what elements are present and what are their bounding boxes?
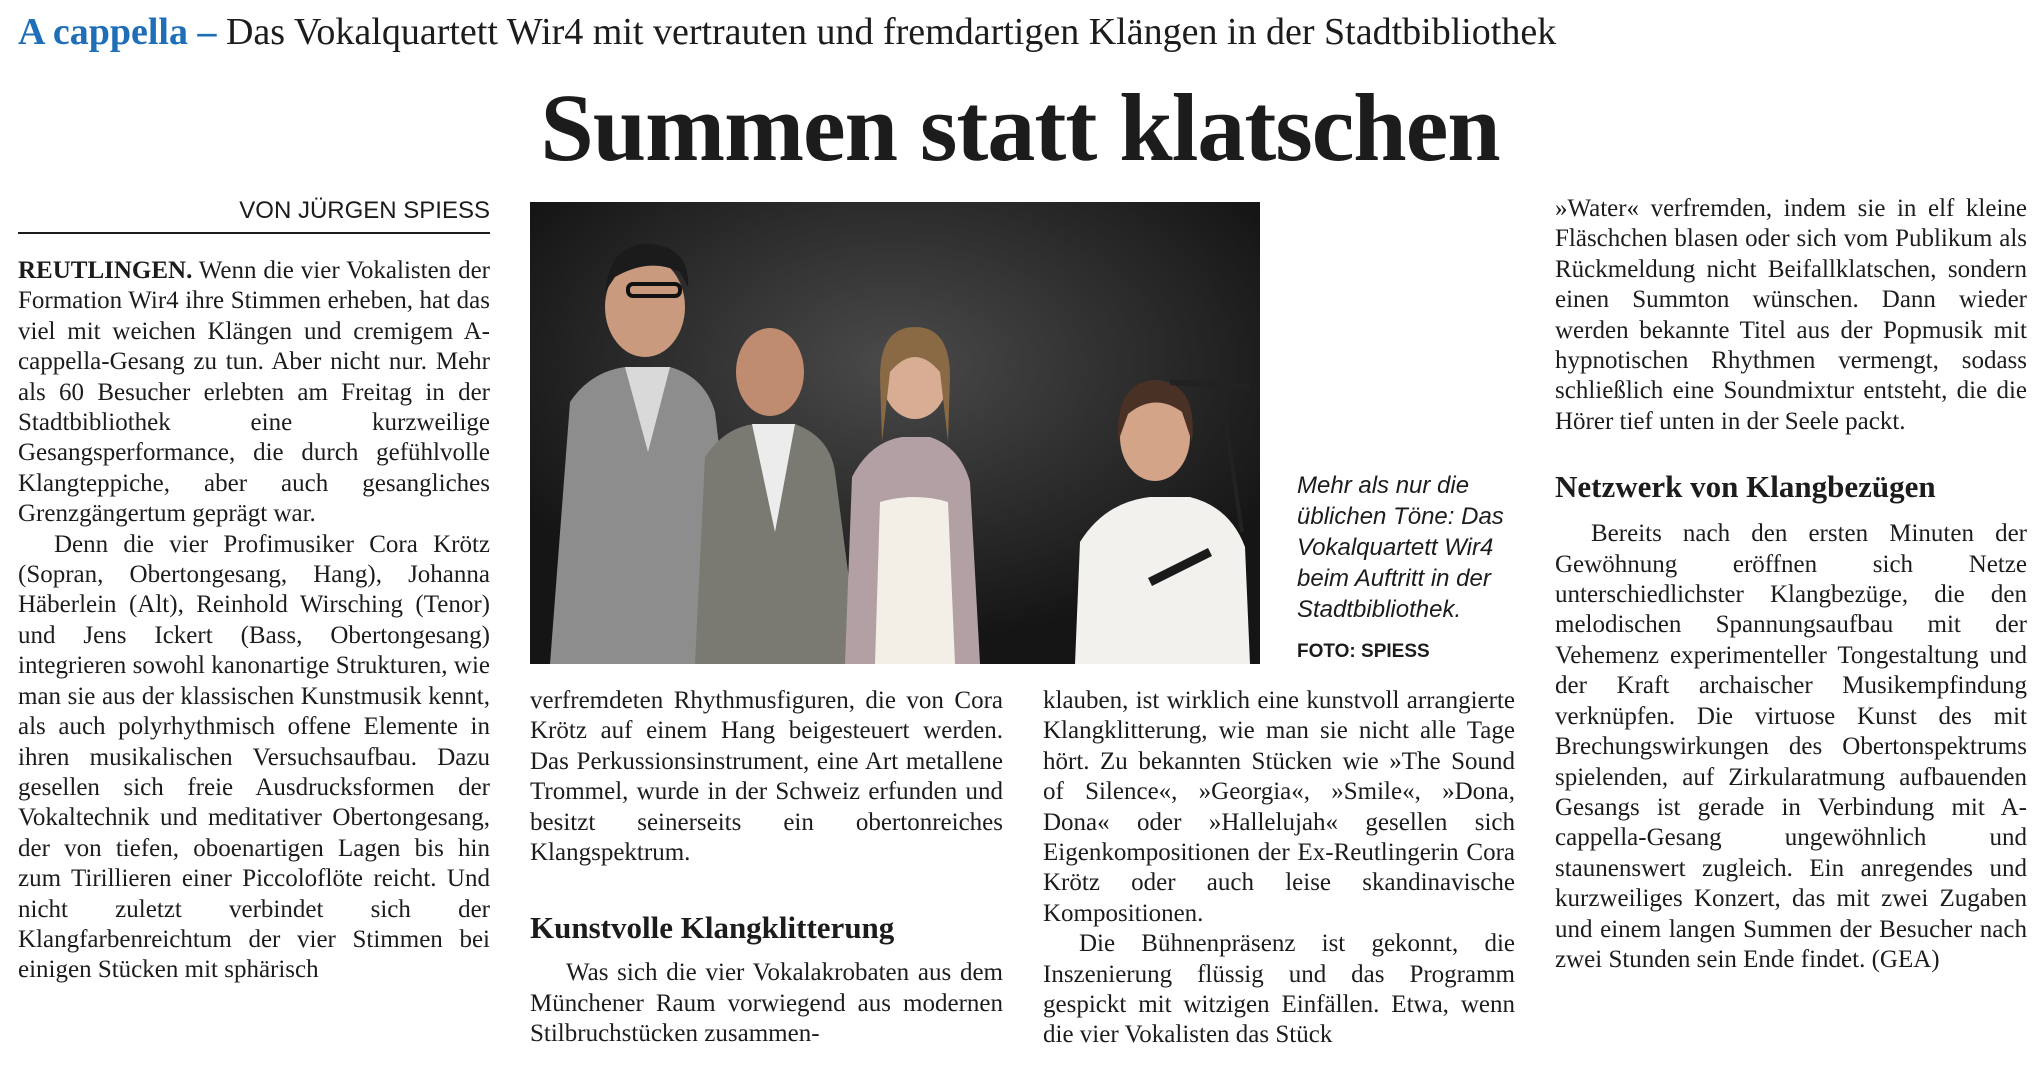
- photo-caption: Mehr als nur die üblichen Töne: Das Vokalquartett Wir4 beim Auftritt in der Stadtbibliothek.: [1297, 472, 1504, 623]
- byline: VON JÜRGEN SPIESS: [18, 194, 490, 234]
- photo-credit: FOTO: SPIESS: [1297, 641, 1430, 662]
- subheading-kunstvolle-klangklitterung: Kunstvolle Klangklitterung: [530, 910, 895, 946]
- paragraph-4: Die Bühnenpräsenz ist gekonnt, die Inszenierung flüssig und das Programm gespickt mit witzigen Einfällen. Etwa, wenn die vier Vokalisten das Stück: [1043, 930, 1515, 1049]
- kicker-line: [18, 8, 2028, 56]
- paragraph-2-continued: verfremdeten Rhythmusfiguren, die von Cora Krötz auf einem Hang beigesteuert werden. Das Perkussionsinstrument, eine Art metallene Trommel, wurde in der Schweiz erfunden und besitzt seinerseits ein obertonreiches Klangspektrum.: [530, 687, 1003, 867]
- paragraph-3: Was sich die vier Vokalakrobaten aus dem Münchener Raum vorwiegend aus modernen Stilbruchstücken zusammen-: [530, 959, 1003, 1048]
- paragraph-1: [18, 256, 490, 530]
- kicker-keyword: A cappella –: [18, 11, 217, 53]
- concert-photo: [530, 202, 1260, 664]
- article-column-4: [1555, 194, 2027, 975]
- subheading-netzwerk-von-klangbezuegen: Netzwerk von Klangbezügen: [1555, 469, 1936, 505]
- kicker-text: Das Vokalquartett Wir4 mit vertrauten und fremdartigen Klängen in der Stadtbibliothek: [216, 11, 1557, 53]
- article-column-2: [530, 686, 1003, 1050]
- paragraph-4-continued: »Water« verfremden, indem sie in elf kleine Fläschchen blasen oder sich vom Publikum als Rückmeldung nicht Beifallklatschen, sondern einen Summton wünschen. Dann wieder werden bekannte Titel aus der Popmusik mit hypnotischen Rhythmen vermengt, sodass schließlich eine Soundmixtur entsteht, die die Hörer tief unten in der Seele packt.: [1555, 195, 2027, 435]
- quartet-illustration: [530, 202, 1260, 664]
- headline: Summen statt klatschen: [540, 74, 1500, 181]
- dateline: REUTLINGEN.: [18, 257, 193, 284]
- paragraph-1-text: Wenn die vier Vokalisten der Formation Wir4 ihre Stimmen erheben, hat das viel mit weichen Klängen und cremigem A-cappella-Gesang zu tun. Aber nicht nur. Mehr als 60 Besucher erlebten am Freitag in der Stadtbibliothek eine kurzweilige Gesangsperformance, die durch gefühlvolle Klangteppiche, aber auch gesangliches Grenzgängertum geprägt war.: [18, 257, 490, 528]
- article-column-3: [1043, 686, 1515, 1051]
- paragraph-5: Bereits nach den ersten Minuten der Gewöhnung eröffnen sich Netze unterschiedlichster Klangbezüge, die den melodischen Spannungsaufbau mit der Vehemenz experimenteller Tongestaltung und der Kraft archaischer Musikempfindung verknüpfen. Die virtuose Kunst des mit Brechungswirkungen des Obertonspektrums spielenden, auf Zirkularatmung aufbauenden Gesangs ist gerade in Verbindung mit A-cappella-Gesang ungewöhnlich und staunenswert zugleich. Ein anregendes und kurzweiliges Konzert, das mit zwei Zugaben und einem langen Summen der Besucher nach zwei Stunden sein Ende findet. (GEA): [1555, 520, 2027, 973]
- paragraph-2: Denn die vier Profimusiker Cora Krötz (Sopran, Obertongesang, Hang), Johanna Häberlein (Alt), Reinhold Wirsching (Tenor) und Jens Ickert (Bass, Obertongesang) integrieren sowohl kanonartige Strukturen, wie man sie aus der klassischen Kunstmusik kennt, als auch polyrhythmisch offene Elemente in ihren musikalischen Versuchsaufbau. Dazu gesellen sich freie Ausdrucksformen der Vokaltechnik und meditativer Obertongesang, der von tiefen, oboenartigen Lagen bis hin zum Tirillieren einer Piccoloflöte reicht. Und nicht zuletzt verbindet sich der Klangfarbenreichtum der vier Stimmen bei einigen Stücken mit sphärisch: [18, 530, 490, 984]
- paragraph-3-continued: klauben, ist wirklich eine kunstvoll arrangierte Klangklitterung, wie man sie nicht alle Tage hört. Zu bekannten Stücken wie »The Sound of Silence«, »Georgia«, »Smile«, »Dona, Dona« oder »Hallelujah« gesellen sich Eigenkompositionen der Ex-Reutlingerin Cora Krötz oder auch leise skandinavische Kompositionen.: [1043, 687, 1515, 927]
- article-column-1: [18, 256, 490, 986]
